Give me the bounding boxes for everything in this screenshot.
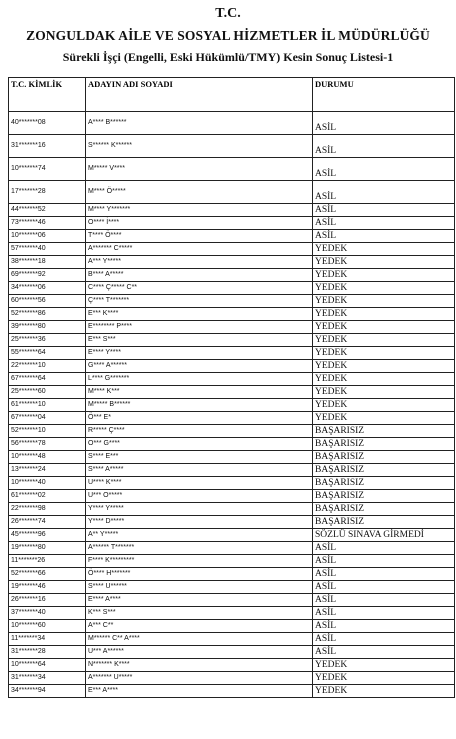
name-cell: M***** B****** (86, 399, 313, 412)
id-cell: 31*******16 (9, 135, 86, 158)
name-cell: L**** G******* (86, 373, 313, 386)
table-row (9, 516, 455, 529)
table-row (9, 568, 455, 581)
institution-title: ZONGULDAK AİLE VE SOSYAL HİZMETLER İL MÜDÜRLÜĞÜ (26, 28, 430, 43)
status-cell: ASİL (313, 633, 455, 646)
column-header-status: DURUMU (313, 78, 455, 112)
id-cell: 25*******36 (9, 334, 86, 347)
status-cell: ASİL (313, 204, 455, 217)
status-cell: ASİL (313, 568, 455, 581)
status-cell: ASİL (313, 594, 455, 607)
name-cell: A*** C** (86, 620, 313, 633)
table-row (9, 282, 455, 295)
id-cell: 10*******06 (9, 230, 86, 243)
table-row (9, 607, 455, 620)
name-cell: M**** K*** (86, 386, 313, 399)
id-cell: 10*******74 (9, 158, 86, 181)
status-cell: ASİL (313, 112, 455, 135)
name-cell: C**** Ç***** C** (86, 282, 313, 295)
status-cell: BAŞARISIZ (313, 451, 455, 464)
name-cell: Y**** Y***** (86, 503, 313, 516)
name-cell: U*** A****** (86, 646, 313, 659)
name-cell: Ö**** H******* (86, 568, 313, 581)
status-cell: YEDEK (313, 672, 455, 685)
name-cell: S**** E*** (86, 451, 313, 464)
id-cell: 17*******28 (9, 181, 86, 204)
table-row (9, 112, 455, 135)
status-cell: YEDEK (313, 386, 455, 399)
id-cell: 22*******10 (9, 360, 86, 373)
table-row (9, 503, 455, 516)
table-row (9, 360, 455, 373)
id-cell: 57*******40 (9, 243, 86, 256)
results-table (8, 77, 455, 698)
table-row (9, 464, 455, 477)
table-body (9, 112, 455, 698)
name-cell: A** Y***** (86, 529, 313, 542)
id-cell: 31*******28 (9, 646, 86, 659)
status-cell: BAŞARISIZ (313, 464, 455, 477)
status-cell: SÖZLÜ SINAVA GİRMEDİ (313, 529, 455, 542)
id-cell: 73*******46 (9, 217, 86, 230)
name-cell: B**** A***** (86, 269, 313, 282)
table-row (9, 308, 455, 321)
status-cell: ASİL (313, 135, 455, 158)
status-cell: ASİL (313, 158, 455, 181)
name-cell: A******* U***** (86, 672, 313, 685)
id-cell: 26*******16 (9, 594, 86, 607)
table-row (9, 425, 455, 438)
table-row (9, 386, 455, 399)
status-cell: ASİL (313, 607, 455, 620)
table-row (9, 135, 455, 158)
status-cell: YEDEK (313, 399, 455, 412)
table-row (9, 256, 455, 269)
id-cell: 26*******74 (9, 516, 86, 529)
id-cell: 56*******78 (9, 438, 86, 451)
table-row (9, 347, 455, 360)
status-cell: YEDEK (313, 334, 455, 347)
name-cell: E*** K**** (86, 308, 313, 321)
name-cell: F**** K********* (86, 555, 313, 568)
table-row (9, 269, 455, 282)
table-row (9, 334, 455, 347)
table-row (9, 477, 455, 490)
id-cell: 31*******34 (9, 672, 86, 685)
status-cell: YEDEK (313, 282, 455, 295)
status-cell: ASİL (313, 217, 455, 230)
id-cell: 44*******52 (9, 204, 86, 217)
name-cell: E*** A**** (86, 685, 313, 698)
table-row (9, 529, 455, 542)
status-cell: BAŞARISIZ (313, 438, 455, 451)
id-cell: 40*******08 (9, 112, 86, 135)
id-cell: 45*******96 (9, 529, 86, 542)
status-cell: YEDEK (313, 659, 455, 672)
header-line-1: T.C. (215, 6, 241, 21)
name-cell: E**** Y**** (86, 347, 313, 360)
id-cell: 10*******60 (9, 620, 86, 633)
id-cell: 67*******64 (9, 373, 86, 386)
status-cell: YEDEK (313, 412, 455, 425)
id-cell: 69*******92 (9, 269, 86, 282)
name-cell: U*** O***** (86, 490, 313, 503)
name-cell: G**** A****** (86, 360, 313, 373)
name-cell: S**** U****** (86, 581, 313, 594)
table-row (9, 659, 455, 672)
table-row (9, 181, 455, 204)
table-header-row (9, 78, 455, 112)
table-row (9, 158, 455, 181)
name-cell: Ö*** E* (86, 412, 313, 425)
status-cell: ASİL (313, 230, 455, 243)
id-cell: 13*******24 (9, 464, 86, 477)
name-cell: E******** P**** (86, 321, 313, 334)
id-cell: 10*******48 (9, 451, 86, 464)
name-cell: Y**** D***** (86, 516, 313, 529)
status-cell: YEDEK (313, 347, 455, 360)
status-cell: ASİL (313, 555, 455, 568)
name-cell: A**** B****** (86, 112, 313, 135)
name-cell: S****** K****** (86, 135, 313, 158)
id-cell: 67*******04 (9, 412, 86, 425)
id-cell: 61*******10 (9, 399, 86, 412)
column-header-id: T.C. KİMLİK (9, 78, 86, 112)
status-cell: ASİL (313, 181, 455, 204)
table-row (9, 438, 455, 451)
id-cell: 25*******60 (9, 386, 86, 399)
id-cell: 10*******40 (9, 477, 86, 490)
table-row (9, 633, 455, 646)
status-cell: YEDEK (313, 373, 455, 386)
status-cell: YEDEK (313, 256, 455, 269)
id-cell: 19*******46 (9, 581, 86, 594)
name-cell: T**** Ö**** (86, 230, 313, 243)
name-cell: K*** S*** (86, 607, 313, 620)
status-cell: ASİL (313, 542, 455, 555)
table-row (9, 399, 455, 412)
name-cell: E*** S*** (86, 334, 313, 347)
column-header-name: ADAYIN ADI SOYADI (86, 78, 313, 112)
id-cell: 52*******10 (9, 425, 86, 438)
list-title: Sürekli İşçi (Engelli, Eski Hükümlü/TMY) Kesin Sonuç Listesi-1 (62, 50, 394, 64)
table-row (9, 243, 455, 256)
table-row (9, 321, 455, 334)
id-cell: 11*******26 (9, 555, 86, 568)
name-cell: M**** Y******* (86, 204, 313, 217)
id-cell: 11*******34 (9, 633, 86, 646)
name-cell: O**** İ**** (86, 217, 313, 230)
table-row (9, 451, 455, 464)
name-cell: N******* K**** (86, 659, 313, 672)
status-cell: ASİL (313, 620, 455, 633)
table-row (9, 685, 455, 698)
name-cell: M***** V**** (86, 158, 313, 181)
status-cell: ASİL (313, 646, 455, 659)
name-cell: Ç**** T******* (86, 295, 313, 308)
name-cell: A****** T******* (86, 542, 313, 555)
status-cell: BAŞARISIZ (313, 425, 455, 438)
status-cell: BAŞARISIZ (313, 477, 455, 490)
table-row (9, 230, 455, 243)
status-cell: YEDEK (313, 685, 455, 698)
name-cell: O*** G**** (86, 438, 313, 451)
id-cell: 39*******80 (9, 321, 86, 334)
name-cell: A*** Y***** (86, 256, 313, 269)
table-row (9, 620, 455, 633)
name-cell: A******* C***** (86, 243, 313, 256)
id-cell: 34*******94 (9, 685, 86, 698)
id-cell: 19*******80 (9, 542, 86, 555)
table-row (9, 412, 455, 425)
table-row (9, 594, 455, 607)
table-row (9, 646, 455, 659)
status-cell: BAŞARISIZ (313, 516, 455, 529)
status-cell: YEDEK (313, 269, 455, 282)
name-cell: M**** Ö***** (86, 181, 313, 204)
status-cell: ASİL (313, 581, 455, 594)
id-cell: 22*******98 (9, 503, 86, 516)
id-cell: 38*******18 (9, 256, 86, 269)
id-cell: 52*******86 (9, 308, 86, 321)
table-row (9, 542, 455, 555)
id-cell: 55*******64 (9, 347, 86, 360)
status-cell: BAŞARISIZ (313, 503, 455, 516)
id-cell: 61*******02 (9, 490, 86, 503)
table-row (9, 295, 455, 308)
id-cell: 34*******06 (9, 282, 86, 295)
table-row (9, 204, 455, 217)
id-cell: 60*******56 (9, 295, 86, 308)
status-cell: YEDEK (313, 308, 455, 321)
status-cell: YEDEK (313, 243, 455, 256)
status-cell: YEDEK (313, 360, 455, 373)
name-cell: M****** C** A**** (86, 633, 313, 646)
status-cell: YEDEK (313, 321, 455, 334)
table-row (9, 672, 455, 685)
id-cell: 52*******66 (9, 568, 86, 581)
name-cell: R***** Ç**** (86, 425, 313, 438)
table-row (9, 373, 455, 386)
table-row (9, 555, 455, 568)
table-row (9, 490, 455, 503)
table-row (9, 217, 455, 230)
id-cell: 10*******64 (9, 659, 86, 672)
name-cell: U**** K**** (86, 477, 313, 490)
name-cell: S**** A***** (86, 464, 313, 477)
status-cell: BAŞARISIZ (313, 490, 455, 503)
id-cell: 37*******40 (9, 607, 86, 620)
status-cell: YEDEK (313, 295, 455, 308)
name-cell: E**** A**** (86, 594, 313, 607)
table-row (9, 581, 455, 594)
